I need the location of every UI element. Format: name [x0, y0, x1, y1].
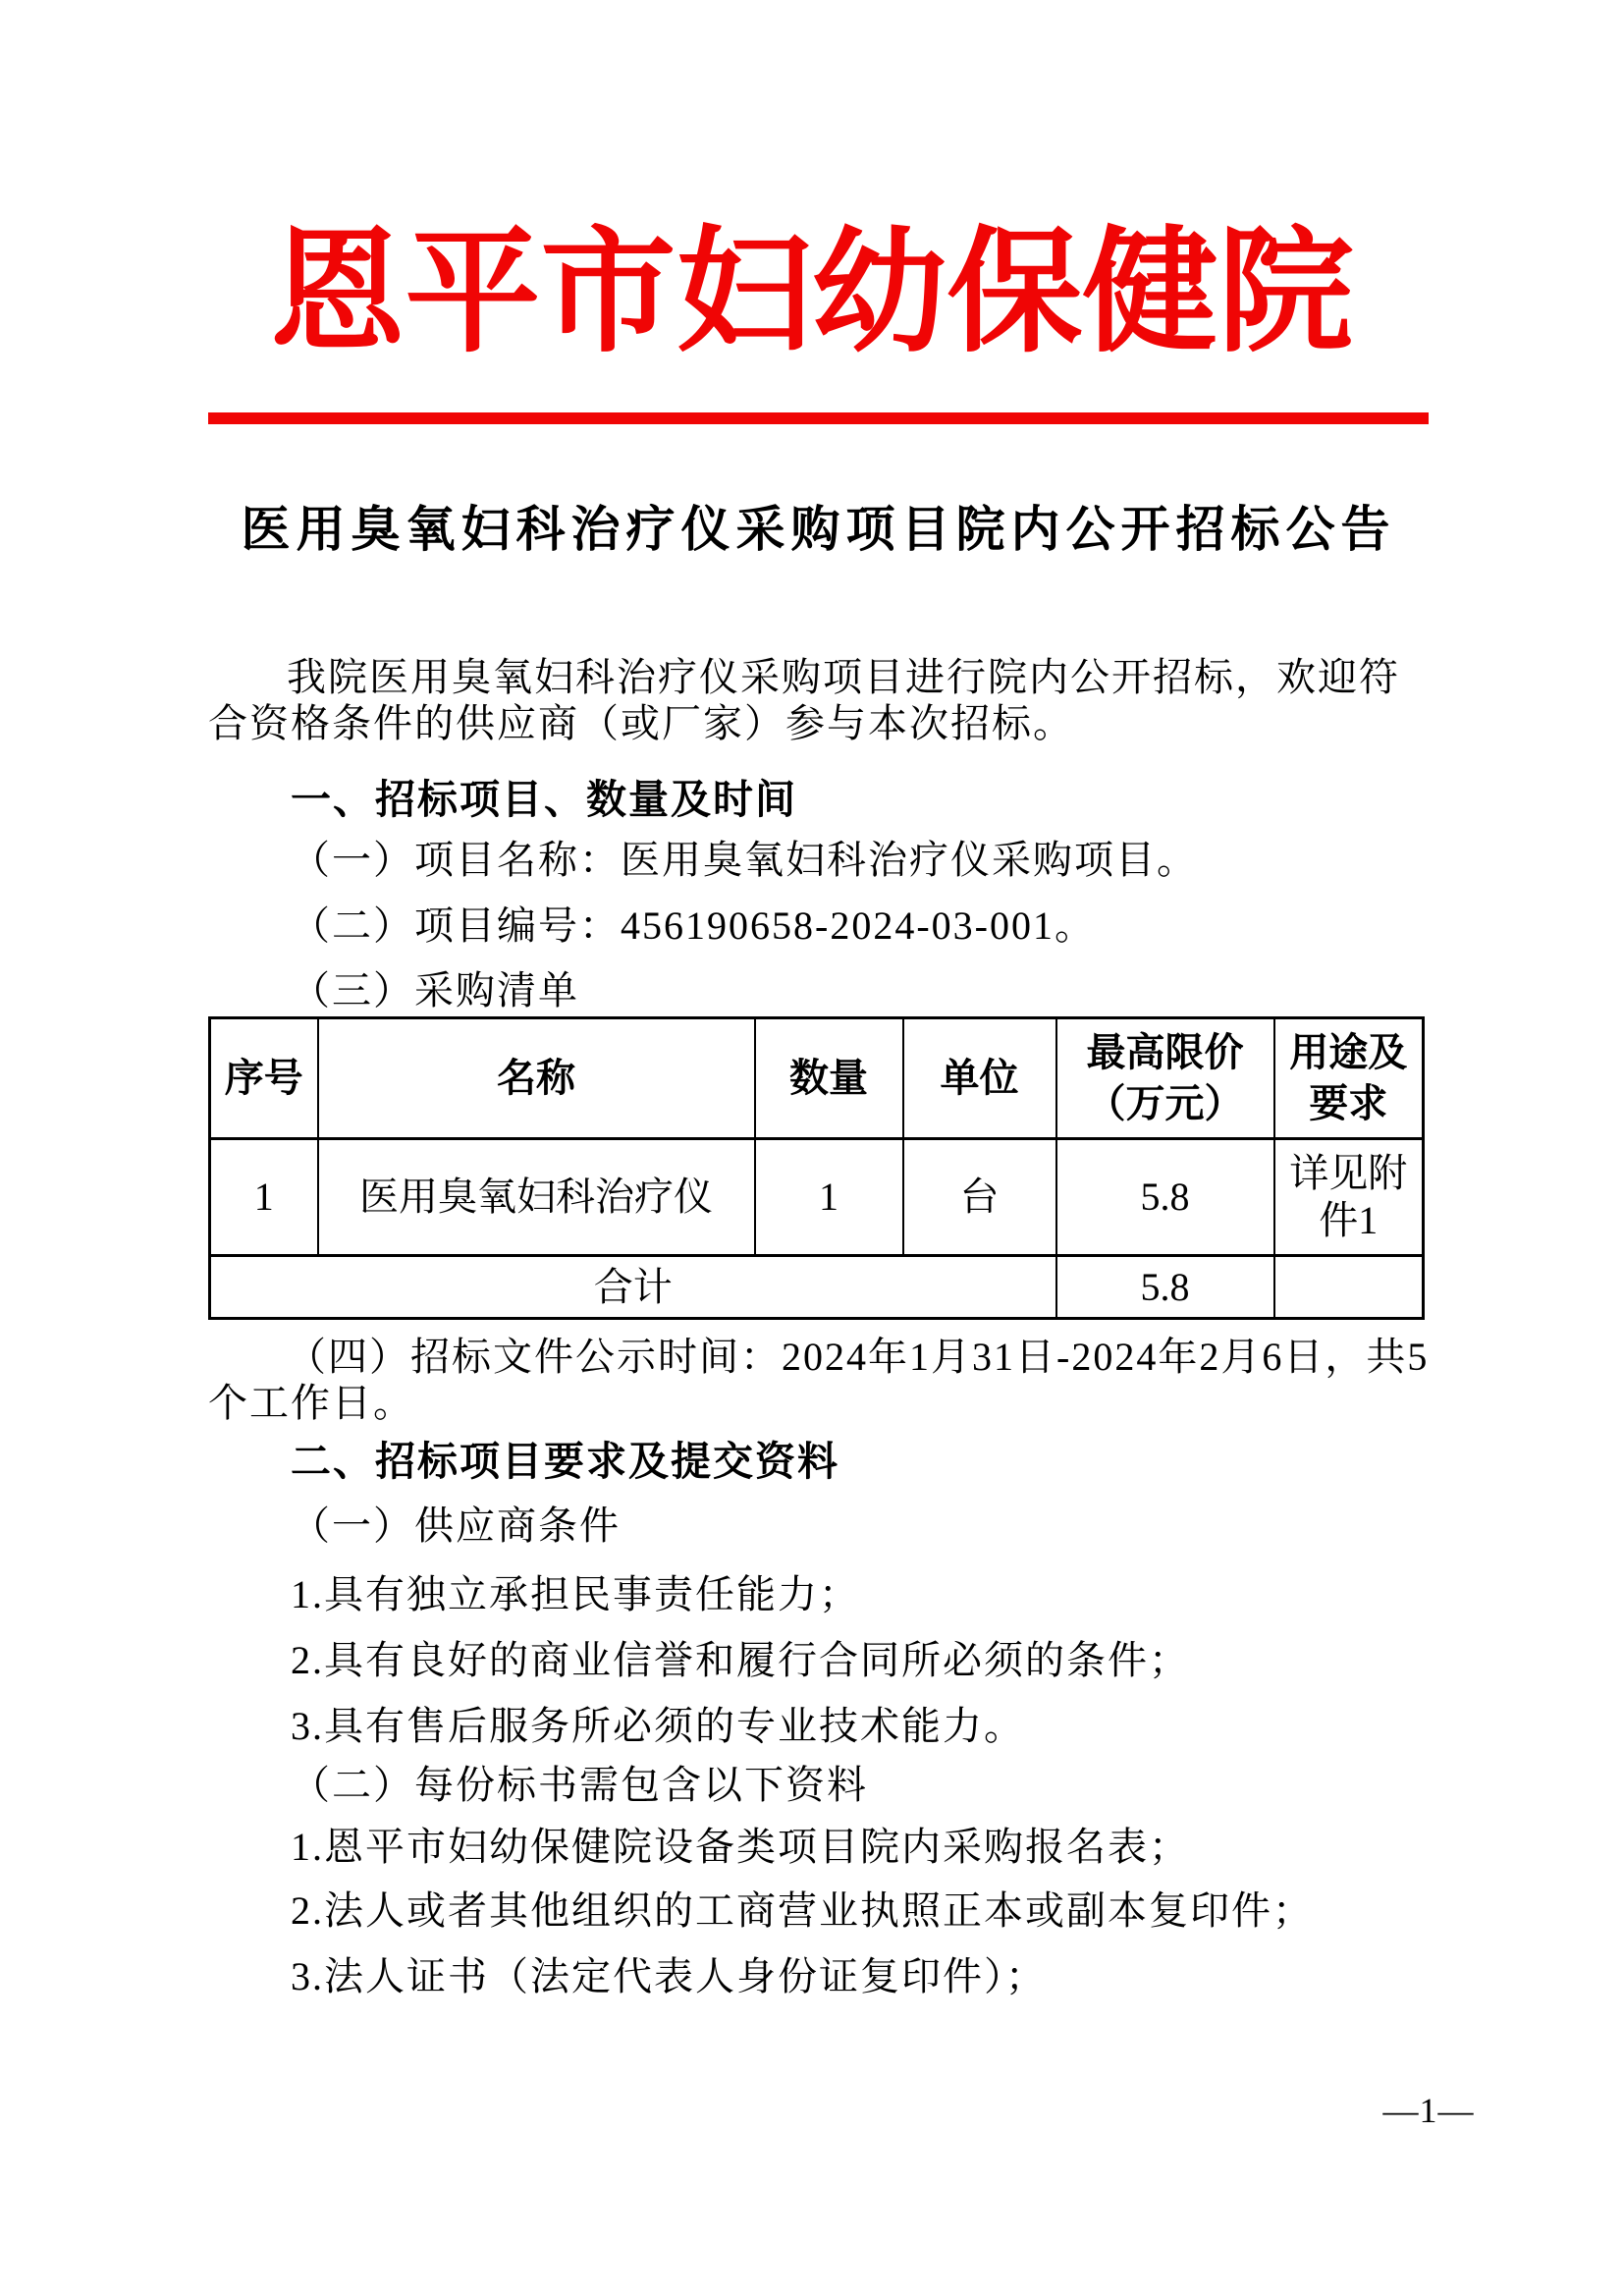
- total-max-price: 5.8: [1056, 1256, 1274, 1319]
- total-label: 合计: [210, 1256, 1056, 1319]
- table-total-row: [210, 1256, 1424, 1319]
- section-one-heading: 一、招标项目、数量及时间: [291, 777, 797, 822]
- hospital-letterhead-title: 恩平市妇幼保健院: [269, 211, 1354, 371]
- red-divider-rule: [208, 412, 1429, 424]
- section-two-heading: 二、招标项目要求及提交资料: [291, 1439, 839, 1484]
- header-unit: 单位: [903, 1018, 1056, 1139]
- table-header-row: [210, 1018, 1424, 1139]
- cell-usage: 详见附件1: [1274, 1139, 1424, 1256]
- supplier-conditions-heading: （一）供应商条件: [291, 1503, 621, 1548]
- page-number: —1—: [1382, 2091, 1475, 2130]
- bid-document-1: 1.恩平市妇幼保健院设备类项目院内采购报名表；: [291, 1825, 1190, 1869]
- header-index: 序号: [210, 1018, 318, 1139]
- bid-documents-heading: （二）每份标书需包含以下资料: [291, 1763, 868, 1807]
- announcement-title: 医用臭氧妇科治疗仪采购项目院内公开招标公告: [241, 500, 1396, 558]
- table-row: [210, 1139, 1424, 1256]
- header-max-price: 最高限价（万元）: [1056, 1018, 1274, 1139]
- bid-publicity-time-item: （四）招标文件公示时间：2024年1月31日-2024年2月6日，共5个工作日。: [208, 1335, 1430, 1425]
- bid-document-3: 3.法人证书（法定代表人身份证复印件）；: [291, 1954, 1047, 1998]
- cell-index: 1: [210, 1139, 318, 1256]
- project-number-item: （二）项目编号：456190658-2024-03-001。: [291, 903, 1096, 948]
- bid-document-2: 2.法人或者其他组织的工商营业执照正本或副本复印件；: [291, 1888, 1314, 1933]
- supplier-condition-2: 2.具有良好的商业信誉和履行合同所必须的条件；: [291, 1638, 1190, 1682]
- intro-paragraph: 我院医用臭氧妇科治疗仪采购项目进行院内公开招标，欢迎符合资格条件的供应商（或厂家）参与本次招标。: [208, 655, 1400, 745]
- cell-name: 医用臭氧妇科治疗仪: [318, 1139, 755, 1256]
- cell-max-price: 5.8: [1056, 1139, 1274, 1256]
- project-name-item: （一）项目名称：医用臭氧妇科治疗仪采购项目。: [291, 838, 1198, 882]
- procurement-list-item: （三）采购清单: [291, 968, 579, 1012]
- cell-quantity: 1: [755, 1139, 903, 1256]
- supplier-condition-1: 1.具有独立承担民事责任能力；: [291, 1572, 860, 1616]
- header-quantity: 数量: [755, 1018, 903, 1139]
- procurement-table: [208, 1016, 1425, 1320]
- header-usage: 用途及要求: [1274, 1018, 1424, 1139]
- supplier-condition-3: 3.具有售后服务所必须的专业技术能力。: [291, 1704, 1025, 1748]
- header-name: 名称: [318, 1018, 755, 1139]
- cell-unit: 台: [903, 1139, 1056, 1256]
- total-usage-empty: [1274, 1256, 1424, 1319]
